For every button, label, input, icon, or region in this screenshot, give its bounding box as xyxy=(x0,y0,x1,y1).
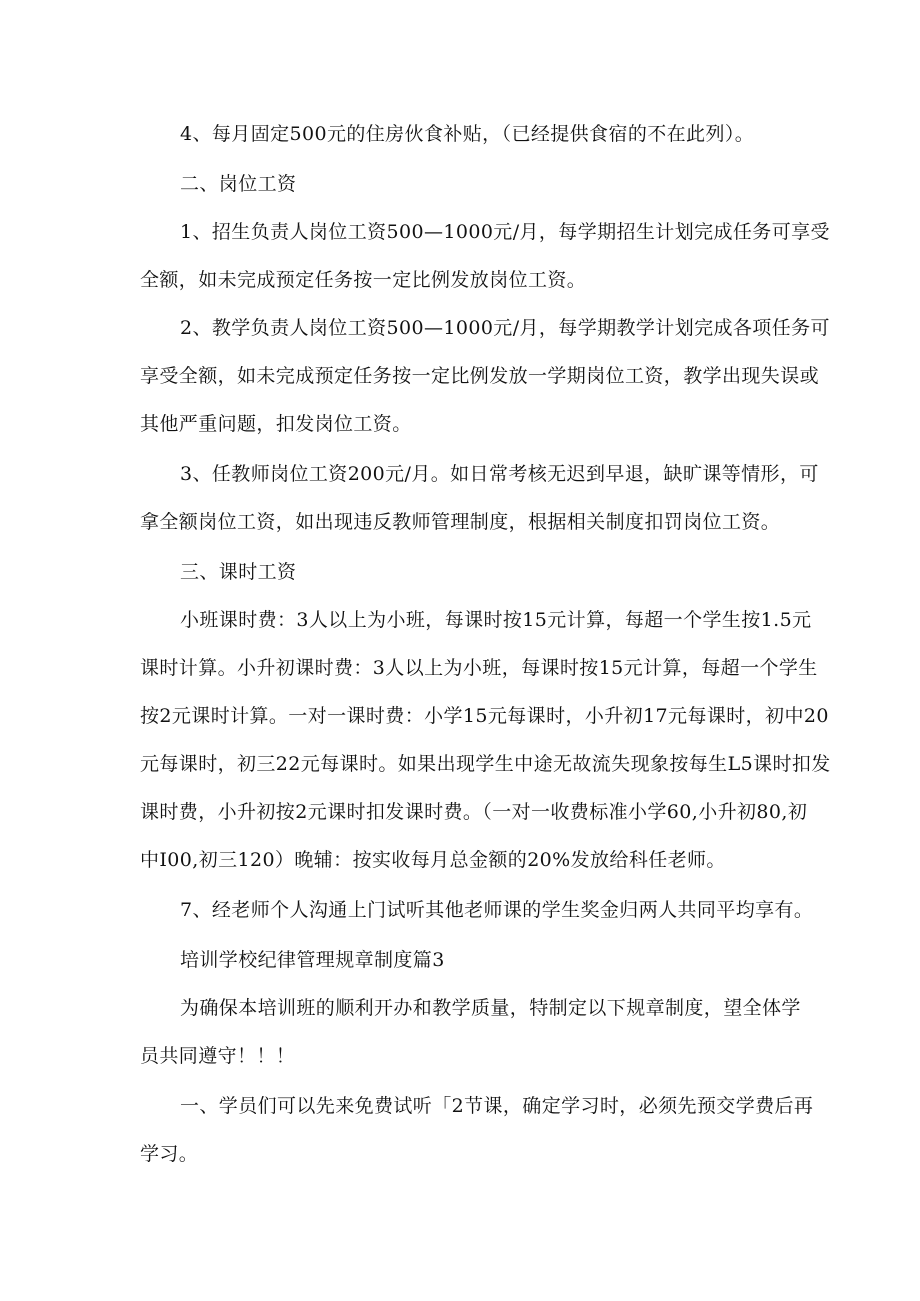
section-title-discipline-rules: 培训学校纪律管理规章制度篇3 xyxy=(180,949,445,971)
paragraph-teacher-salary-line-1: 3、任教师岗位工资200元/月。如日常考核无迟到早退，缺旷课等情形，可 xyxy=(180,463,819,485)
paragraph-teaching-head-line-3: 其他严重问题，扣发岗位工资。 xyxy=(140,413,412,435)
paragraph-hourly-fees-line-1: 小班课时费：3人以上为小班，每课时按15元计算，每超一个学生按1.5元 xyxy=(180,609,812,631)
section-heading-hourly-salary: 三、课时工资 xyxy=(180,561,297,583)
paragraph-rules-intro-line-2: 员共同遵守！！！ xyxy=(140,1045,296,1067)
paragraph-trial-bonus: 7、经老师个人沟通上门试听其他老师课的学生奖金归两人共同平均享有。 xyxy=(180,899,814,921)
paragraph-teacher-salary-line-2: 拿全额岗位工资，如出现违反教师管理制度，根据相关制度扣罚岗位工资。 xyxy=(140,511,781,533)
paragraph-free-trial-line-1: 一、学员们可以先来免费试听「2节课，确定学习时，必须先预交学费后再 xyxy=(180,1095,814,1117)
paragraph-hourly-fees-line-6: 中I00,初三120）晚辅：按实收每月总金额的20%发放给科任老师。 xyxy=(140,849,726,871)
paragraph-hourly-fees-line-3: 按2元课时计算。一对一课时费：小学15元每课时，小升初17元每课时，初中20 xyxy=(140,705,829,727)
paragraph-hourly-fees-line-2: 课时计算。小升初课时费：3人以上为小班，每课时按15元计算，每超一个学生 xyxy=(140,657,818,679)
paragraph-housing-subsidy: 4、每月固定500元的住房伙食补贴，（已经提供食宿的不在此列）。 xyxy=(180,123,755,145)
paragraph-admissions-head-line-2: 全额，如未完成预定任务按一定比例发放岗位工资。 xyxy=(140,269,587,291)
paragraph-hourly-fees-line-5: 课时费，小升初按2元课时扣发课时费。（一对一收费标准小学60,小升初80,初 xyxy=(140,801,808,823)
paragraph-teaching-head-line-1: 2、教学负责人岗位工资500—1000元/月，每学期教学计划完成各项任务可 xyxy=(180,317,830,339)
paragraph-free-trial-line-2: 学习。 xyxy=(140,1143,199,1165)
section-heading-position-salary: 二、岗位工资 xyxy=(180,173,297,195)
paragraph-rules-intro-line-1: 为确保本培训班的顺利开办和教学质量，特制定以下规章制度，望全体学 xyxy=(180,997,801,1019)
paragraph-hourly-fees-line-4: 元每课时，初三22元每课时。如果出现学生中途无故流失现象按每生L5课时扣发 xyxy=(140,753,831,775)
paragraph-admissions-head-line-1: 1、招生负责人岗位工资500—1000元/月，每学期招生计划完成任务可享受 xyxy=(180,221,830,243)
paragraph-teaching-head-line-2: 享受全额，如未完成预定任务按一定比例发放一学期岗位工资，教学出现失误或 xyxy=(140,365,820,387)
